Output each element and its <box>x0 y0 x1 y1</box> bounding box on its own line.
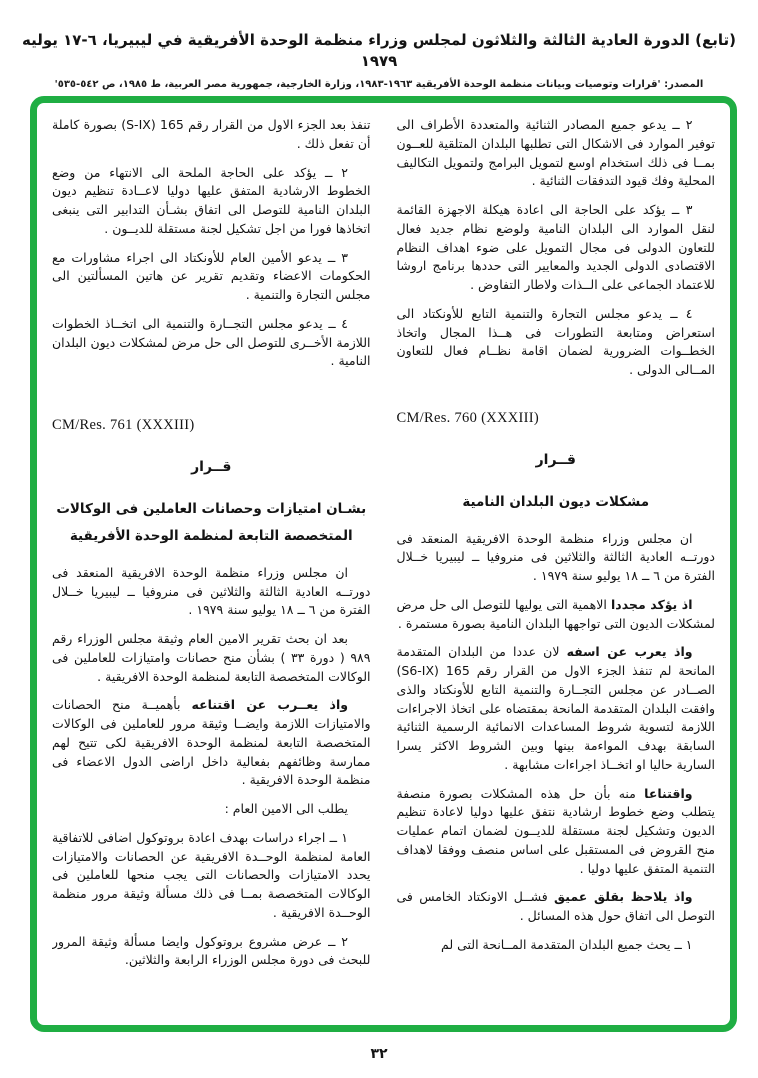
paragraph <box>397 530 716 586</box>
decision-heading: قــرار <box>191 458 232 475</box>
paragraph-text: فشــل الاونكتاد الخامس فى التوصل الى اتفاق حول هذه المسائل . <box>396 889 715 923</box>
resolution-reference: CM/Res. 761 (XXXIII) <box>52 417 195 433</box>
paragraph-text: ٢ ــ عرض مشروع بروتوكول وايضا مسألة وثيقة المرور للبحث فى دورة مجلس الوزراء الرابعة والثلاثين. <box>52 933 371 968</box>
paragraph <box>52 564 371 620</box>
paragraph <box>52 829 371 923</box>
paragraph-text: ٤ ــ يدعو مجلس التجارة والتنمية التابع للأونكتاد الى استعراض ومتابعة التطورات فى هــذا المجال واتخاذ الخطــوات الضرورية لضمان اقامة نظــام فعال للتعاون المــالى الدولى . <box>396 305 715 377</box>
paragraph-text: ٤ ــ يدعو مجلس التجــارة والتنمية الى اتخــاذ الخطوات اللازمة الأخــرى للتوصل الى حل مرض لمشكلات ديون البلدان النامية . <box>52 315 371 369</box>
paragraph-text: ٢ ــ يؤكد على الحاجة الملحة الى الانتهاء من وضع الخطوط الارشادية المتفق عليها دوليا لاعــادة تنظيم ديون البلدان النامية للتوصل الى اتفاق بشـأن التدابير التى ينبغى اتخاذها فورا من اجل تشكيل لجنة مستقلة للديــون . <box>52 164 371 236</box>
right-column <box>397 116 716 1017</box>
paragraph-lead: واذ يلاحظ بقلق عميق <box>554 889 693 905</box>
paragraph <box>52 315 371 371</box>
paragraph-text: ان مجلس وزراء منظمة الوحدة الافريقية المنعقد فى دورتــه العادية الثالثة والثلاثين فى منروفيا ــ ليبيريا خــلال الفترة من ٦ ــ ١٨ يوليو سنة ١٩٧٩ . <box>396 530 715 583</box>
paragraph <box>52 116 371 154</box>
page-header <box>12 30 746 90</box>
paragraph-text: ١ ــ يحث جميع البلدان المتقدمة المــانحة التى لم <box>441 936 693 952</box>
paragraph-text: تنفذ بعد الجزء الاول من القرار رقم 165 (S-IX) بصورة كاملة أن تفعل ذلك . <box>52 117 371 151</box>
source-citation: المصدر: 'قرارات وتوصيات وبيانات منظمة الوحدة الأفريقية ١٩٦٣-١٩٨٣، وزارة الخارجية، جمهورية مصر العربية، ط ١٩٨٥، ص ٥٤٢-٥٣٥' <box>54 79 704 90</box>
paragraph-text: ٣ ــ يدعو الأمين العام للأونكتاد الى اجراء مشاورات مع الحكومات الاعضاء وتقديم تقرير عن هاتين المسألتين الى مجلس التجارة والتنمية . <box>52 249 371 302</box>
paragraph-text: ١ ــ اجراء دراسات بهدف اعادة بروتوكول اضافى للاتفاقية العامة لمنظمة الوحــدة الافريقية عن الحصانات والامتيازات يحدد الامتيازات والحصانات التى يجب منحها للعاملين فى الوكالات المتخصصة بمــا فى ذلك مسألة وثيقة مرور منظمة الوحــدة الافريقية . <box>52 829 371 920</box>
two-column-layout <box>52 116 715 1017</box>
paragraph <box>52 800 371 819</box>
paragraph <box>397 888 716 926</box>
left-column <box>52 116 371 1017</box>
resolution-title: بشـان امتيازات وحصانات العاملين فى الوكالات المتخصصة التابعة لمنظمة الوحدة الأفريقية <box>56 500 367 544</box>
paragraph <box>397 596 716 634</box>
paragraph-text: بعد ان بحث تقرير الامين العام وثيقة مجلس الوزراء رقم ٩٨٩ ( دورة ٣٣ ) بشأن منح حصانات وامتيازات للعاملين فى الوكالات المتخصصة التابعة لمنظمة الوحدة الافريقية . <box>52 631 371 684</box>
paragraph <box>397 643 716 774</box>
paragraph-text: منه بأن حل هذه المشكلات بصورة منصفة يتطلب وضع خطوط ارشادية نتفق عليها دوليا لاعادة تنظيم الديون وتشكيل لجنة مستقلة للديــون لضمان اتمام عمليات منح القروض فى المستقبل على اساس منصف ووفقا لاهداف التنمية المتفق عليها دوليا . <box>396 785 715 876</box>
content-frame <box>30 96 737 1032</box>
paragraph <box>397 201 716 295</box>
resolution-title: مشكلات ديون البلدان النامية <box>462 493 650 510</box>
paragraph-text: لان عددا من البلدان المتقدمة المانحة لم تنفذ الجزء الاول من القرار رقم 165 (S6-IX) الصــادر عن مجلس التجــارة والتنمية التابع للأونكتاد والذى وافقت البلدان المتقدمة المانحة بمقتضاه على اتخاذ الاجراءات اللازمة لتسوية شروط المساعدات الانمائية الرسمية الثنائية السابقة بهدف المواءمة بينها وبين الشروط الاكثر يسرا السارية حاليا او اتخــاذ اجراءات مشابهة . <box>396 644 715 772</box>
paragraph <box>397 116 716 191</box>
document-title: (تابع) الدورة العادية الثالثة والثلاثون لمجلس وزراء منظمة الوحدة الأفريقية في ليبيريا، ٦-١٧ يوليه ١٩٧٩ <box>21 31 737 70</box>
paragraph-text: يطلب الى الامين العام : <box>224 801 348 816</box>
paragraph-text: ٢ ــ يدعو جميع المصادر الثنائية والمتعددة الأطراف الى توفير الموارد فى الاشكال التى تطلبها البلدان المتلقية للعــون بمــا فى ذلك استخدام اوسع لتمويل البرامج ولتمويل التكاليف المحلية وفك قيود التدفقات الثنائية . <box>396 117 715 189</box>
paragraph <box>52 249 371 305</box>
decision-heading: قــرار <box>535 451 576 468</box>
paragraph <box>52 933 371 971</box>
paragraph <box>397 936 716 955</box>
paragraph <box>52 696 371 790</box>
paragraph-text: الاهمية التى يوليها للتوصل الى حل مرض لمشكلات الديون التى تواجهها البلدان النامية بصورة مستمرة . <box>396 596 715 631</box>
paragraph-lead: واقتناعا <box>644 785 693 801</box>
paragraph-lead: واذ يعــرب عن اقتناعه <box>191 697 349 713</box>
paragraph-text: ان مجلس وزراء منظمة الوحدة الافريقية المنعقد فى دورتــه العادية الثالثة والثلاثين فى منروفيا ــ ليبيريا خــلال الفترة من ٦ ــ ١٨ يوليو سنة ١٩٧٩ . <box>52 564 371 618</box>
paragraph <box>52 164 371 239</box>
page-number: ٣٢ <box>370 1046 388 1062</box>
paragraph-lead: اذ يؤكد مجددا <box>611 596 693 612</box>
paragraph-lead: واذ يعرب عن اسفه <box>566 644 693 660</box>
paragraph <box>397 305 716 380</box>
paragraph <box>52 630 371 686</box>
resolution-reference: CM/Res. 760 (XXXIII) <box>396 409 540 426</box>
paragraph-text: ٣ ــ يؤكد على الحاجة الى اعادة هيكلة الاجهزة القائمة لنقل الموارد الى البلدان النامية ولوضع نظام جديد فعال للتعاون الدولى فى مجال التمويل على ضوء اهداف النظام الاقتصادى الدولى الجديد والمعايير التى حددها برنامج اروشا للاعتماد الجماعى على الــذات ولاطار التفاوض . <box>396 202 715 292</box>
paragraph <box>397 785 716 879</box>
paragraph-text: بأهميــة منح الحصانات والامتيازات اللازمة وايضــا وثيقة مرور للعاملين فى الوكالات المتخصصة التابعة لمنظمة الوحدة الافريقية لكى تتيح لهم ممارسة وظائفهم بفعالية داخل اراضى الدول الاعضاء فى منظمة الوحدة الافريقية . <box>52 697 371 788</box>
